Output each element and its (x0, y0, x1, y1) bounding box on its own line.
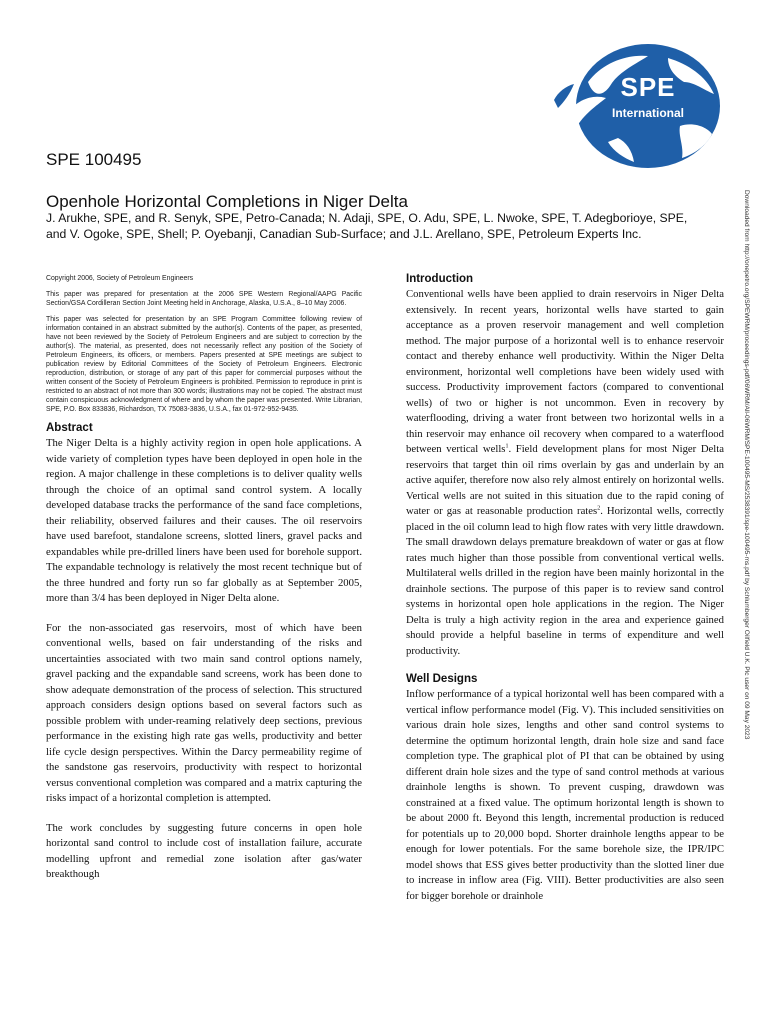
presentation-note: This paper was prepared for presentation at the 2006 SPE Western Regional/AAPG Pacific Section/GSA Cordilleran Section Joint Meeting held in Anchorage, Alaska, U.S.A., 8–10 May 2006. (46, 291, 362, 307)
paper-number: SPE 100495 (46, 150, 142, 169)
introduction-paragraph (406, 287, 724, 659)
intro-text-part-1: Conventional wells have been applied to drain reservoirs in Niger Delta extensively. In recent years, horizontal wells have started to gain acceptance as a proven reservoir management and well completion method. The major purpose of a horizontal well is to enhance reservoir contact and thereby enhance well productivity. Within the Niger Delta environment, horizontal well completions have been widely used with success. Productivity improvement factors (compared to conventional wells) of two or higher is not uncommon. Even in recovery by waterflooding, driving a water front between two horizontal wells in a thin reservoir may enhance oil recovery when compared to a waterflood between vertical wells (406, 288, 724, 455)
intro-text-part-2: . Field development plans for most Niger Delta reservoirs that target thin oil rims overlain by gas and underlain by an active aquifer, therefore now also rely almost entirely on horizontal wells. Vertical wells are not suited in this situation due to the rapid coning of water or gas at reasonable production rates (406, 443, 724, 517)
left-column (46, 274, 362, 897)
logo-spe-text: SPE (620, 72, 676, 102)
well-designs-heading: Well Designs (406, 673, 478, 685)
abstract-heading: Abstract (46, 422, 93, 434)
review-notice: This paper was selected for presentation by an SPE Program Committee following review of information contained in an abstract submitted by the author(s). Contents of the paper, as presented, have not been reviewed by the Society of Petroleum Engineers and are subject to correction by the author(s). The material, as presented, does not necessarily reflect any position of the Society of Petroleum Engineers, its officers, or members. Papers presented at SPE meetings are subject to publication review by Editorial Committees of the Society of Petroleum Engineers. Electronic reproduction, distribution, or storage of any part of this paper for commercial purposes without the written consent of the Society of Petroleum Engineers is prohibited. Permission to reproduce in print is restricted to an abstract of not more than 300 words; illustrations may not be copied. The abstract must contain conspicuous acknowledgment of where and by whom the paper was presented. Write Librarian, SPE, P.O. Box 833836, Richardson, TX 75083-3836, U.S.A., fax 01-972-952-9435. (46, 316, 362, 413)
reference-2: 2 (597, 505, 601, 512)
authors: J. Arukhe, SPE, and R. Senyk, SPE, Petro-Canada; N. Adaji, SPE, O. Adu, SPE, L. Nwoke, SPE, T. Adegborioye, SPE, and V. Ogoke, SPE, Shell; P. Oyebanji, Canadian Sub-Surface; and J.L. Arellano, SPE, Petroleum Experts Inc. (46, 211, 688, 241)
copyright-block (46, 274, 362, 414)
intro-text-part-3: . Horizontal wells, correctly placed in the oil column lead to high flow rates with very little drawdown. The small drawdown delays premature breakdown of water or gas at flow rates much higher than those possible from conventional vertical wells. Multilateral wells drilled in the region have been mainly horizontal in the drainhole sections. The purpose of this paper is to review sand control systems in horizontal open hole applications in the region. The Niger Delta is truly a high activity region in the area and experience gained should provide a helpful baseline in terms of expenditure and well productivity. (406, 505, 724, 657)
reference-1: 1 (505, 443, 509, 450)
logo-international-text: International (611, 106, 684, 120)
introduction-heading: Introduction (406, 273, 474, 285)
spe-logo (548, 42, 723, 172)
download-watermark: Downloaded from http://onepetro.org/SPEWRM/proceedings-pdf/06WRM/All-06WRM/SPE-100495-MS/2538391/spe-100495-ms.pdf by Schlumberger Oilfield U.K. Plc user on 09 May 2023 (743, 190, 750, 740)
paper-title: Openhole Horizontal Completions in Niger Delta (46, 192, 408, 211)
abstract-paragraph-1: The Niger Delta is a highly activity region in open hole applications. A wide variety of completion types have been deployed in open hole in the region. A major challenge in these completions is to deliver quality wells through the choice of an optimal sand control system. A locally developed database tracks the performance of the sand face completions, their reliability, observed failures and their causes. The oil reservoirs have used barefoot, standalone screens, slotted liners, gravel packs and expandables while pre-drilled liners have been used for borehole support. The expandable technology is relatively the most recent technique but of the three hundred and forty run so far globally as at September 2005, more than 3/4 has been deployed in Niger Delta alone. (46, 437, 362, 604)
copyright-line: Copyright 2006, Society of Petroleum Engineers (46, 275, 194, 282)
abstract-paragraph-2: For the non-associated gas reservoirs, most of which have been conventional wells, based on fair understanding of the risks and uncertainties associated with two main sand control options namely, gravel packing and the expandable sand screens, work has been done to show adequate demonstration of the process of selection. This structured approach considers design options based on several factors such as possible problem with under-reaming relatively deep sections, previous performance in the existing high rate gas wells, productivity and better life cycle design perspectives. Within the Darcy permeability regime of the sandstone gas reservoirs, productivity with respect to horizontal versus conventional completion was compared and a matrix capturing the risks impact of a horizontal completion is attempted. (46, 621, 362, 804)
well-designs-paragraph: Inflow performance of a typical horizontal well has been compared with a vertical inflow performance model (Fig. V). This included sensitivities on various drain hole sizes, lengths and other sand control systems to determine the optimum horizontal length, drain hole size and sand face completion type. The graphical plot of PI that can be obtained by using different drain hole sizes and the type of sand control methods at various drainhole lengths is shown. To prevent cusping, drawdown was constrained at a fixed value. The optimum horizontal length is shown to be about 2000 ft. Beyond this length, incremental production is reduced for potentials up to 20,000 bopd. Shorter drainhole lengths appear to be enough for lower potentials. For the same borehole size, the IPR/IPC model shows that ESS gives better productivity than the slotted liner due to increase in inflow area (Fig. VIII). Better productivities are also seen for bigger borehole or drainhole (406, 688, 724, 902)
abstract-paragraph-3: The work concludes by suggesting future concerns in open hole horizontal sand control to include cost of installation failure, accurate modelling upfront and remedial zone isolation after gas/water breakthough (46, 821, 362, 880)
right-column (406, 273, 724, 918)
